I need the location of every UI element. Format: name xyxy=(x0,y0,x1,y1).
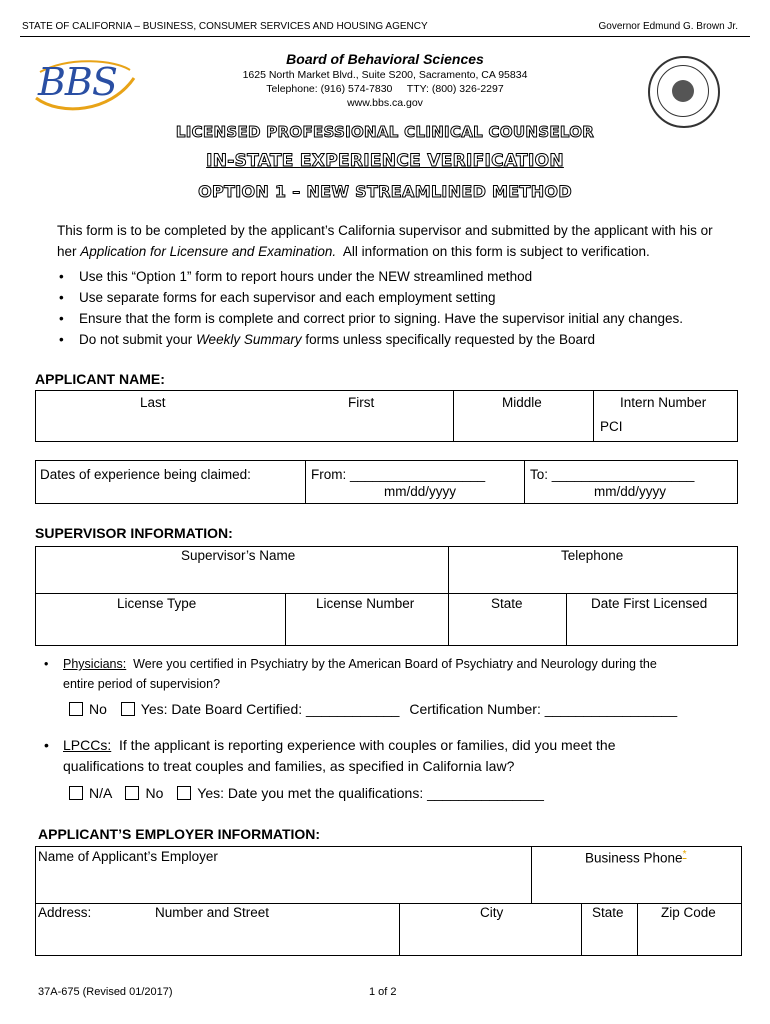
lpccs-na-label: N/A xyxy=(89,785,112,801)
from-date-field[interactable]: From: __________________ xyxy=(311,467,486,482)
board-website: www.bbs.ca.gov xyxy=(347,97,423,109)
address-label: Address: xyxy=(38,905,92,920)
date-first-licensed-field[interactable]: Date First Licensed xyxy=(591,596,708,611)
physicians-question: • Physicians: Were you certified in Psychiatry by the American Board of Psychiatry and Neurology during the entire period of supervision? xyxy=(44,654,744,694)
zip-code-field[interactable]: Zip Code xyxy=(661,905,716,920)
physicians-options xyxy=(69,701,677,717)
from-date-format: mm/dd/yyyy xyxy=(384,484,457,499)
employer-state-field[interactable]: State xyxy=(592,905,624,920)
lpccs-question-line2: qualifications to treat couples and families, as specified in California law? xyxy=(63,758,515,774)
middle-name-field[interactable]: Middle xyxy=(502,395,542,410)
logo-text: BBS xyxy=(38,60,117,104)
dates-label: Dates of experience being claimed: xyxy=(40,467,251,482)
lpccs-na-checkbox[interactable] xyxy=(69,786,83,800)
license-type-field[interactable]: License Type xyxy=(117,596,197,611)
license-state-field[interactable]: State xyxy=(491,596,523,611)
lpccs-options xyxy=(69,785,544,801)
supervisor-name-field[interactable]: Supervisor’s Name xyxy=(181,548,296,563)
lpccs-no-label: No xyxy=(145,785,164,801)
section-supervisor: SUPERVISOR INFORMATION: xyxy=(35,525,233,541)
employer-name-field[interactable]: Name of Applicant’s Employer xyxy=(38,849,218,864)
lpccs-no-checkbox[interactable] xyxy=(125,786,139,800)
intro-line-2: her Application for Licensure and Examination. All information on this form is subject to verification. xyxy=(57,244,650,259)
asterisk-link[interactable]: * xyxy=(682,849,687,860)
last-name-field[interactable]: Last xyxy=(140,395,166,410)
physicians-label: Physicians: xyxy=(63,657,127,671)
street-field[interactable]: Number and Street xyxy=(155,905,270,920)
intern-number-field[interactable]: Intern Number xyxy=(620,395,707,410)
board-phones: Telephone: (916) 574-7830 TTY: (800) 326-2297 xyxy=(266,83,504,95)
lpccs-question: • LPCCs: If the applicant is reporting experience with couples or families, did you meet the qualifications to treat couples and families, as specified in California law? xyxy=(44,735,744,777)
city-field[interactable]: City xyxy=(480,905,504,920)
to-date-format: mm/dd/yyyy xyxy=(594,484,667,499)
physicians-yes-checkbox[interactable] xyxy=(121,702,135,716)
list-item: • Ensure that the form is complete and correct prior to signing. Have the supervisor initial any changes. xyxy=(57,308,747,329)
physicians-question-line2: entire period of supervision? xyxy=(63,677,221,691)
list-item: • Use separate forms for each supervisor and each employment setting xyxy=(57,287,747,308)
lpccs-yes-label: Yes: Date you met the qualifications: _______________ xyxy=(197,785,544,801)
form-id: 37A-675 (Revised 01/2017) xyxy=(38,986,173,998)
board-address: 1625 North Market Blvd., Suite S200, Sacramento, CA 95834 xyxy=(242,69,528,81)
governor-header: Governor Edmund G. Brown Jr. xyxy=(598,21,738,32)
intro-text xyxy=(57,220,737,262)
instruction-list xyxy=(57,266,747,350)
section-applicant-name: APPLICANT NAME: xyxy=(35,371,165,387)
first-name-field[interactable]: First xyxy=(348,395,375,410)
list-item: • Do not submit your Weekly Summary forms unless specifically requested by the Board xyxy=(57,329,747,350)
intro-line-1: This form is to be completed by the applicant’s California supervisor and submitted by the applicant with his or xyxy=(57,223,713,238)
board-name: Board of Behavioral Sciences xyxy=(286,51,484,67)
supervisor-telephone-field[interactable]: Telephone xyxy=(561,548,624,563)
title-option: OPTION 1 – NEW STREAMLINED METHOD xyxy=(198,182,572,201)
title-verification: IN-STATE EXPERIENCE VERIFICATION xyxy=(206,151,564,171)
agency-header: STATE OF CALIFORNIA – BUSINESS, CONSUMER SERVICES AND HOUSING AGENCY xyxy=(22,21,428,32)
title-license: LICENSED PROFESSIONAL CLINICAL COUNSELOR xyxy=(175,123,595,141)
lpccs-label: LPCCs: xyxy=(63,737,112,753)
license-number-field[interactable]: License Number xyxy=(316,596,415,611)
to-date-field[interactable]: To: ___________________ xyxy=(530,467,695,482)
physicians-no-label: No xyxy=(89,701,107,717)
state-seal-icon xyxy=(648,56,720,128)
physicians-yes-label: Yes: Date Board Certified: ____________ xyxy=(140,701,400,717)
section-employer: APPLICANT’S EMPLOYER INFORMATION: xyxy=(38,826,321,842)
page-number: 1 of 2 xyxy=(369,986,397,998)
pci-prefix: PCI xyxy=(600,419,623,434)
certification-number-field[interactable]: Certification Number: _________________ xyxy=(409,701,678,717)
physicians-no-checkbox[interactable] xyxy=(69,702,83,716)
header-rule xyxy=(20,36,750,37)
list-item: • Use this “Option 1” form to report hours under the NEW streamlined method xyxy=(57,266,747,287)
business-phone-field[interactable]: Business Phone* xyxy=(585,849,687,866)
lpccs-yes-checkbox[interactable] xyxy=(177,786,191,800)
